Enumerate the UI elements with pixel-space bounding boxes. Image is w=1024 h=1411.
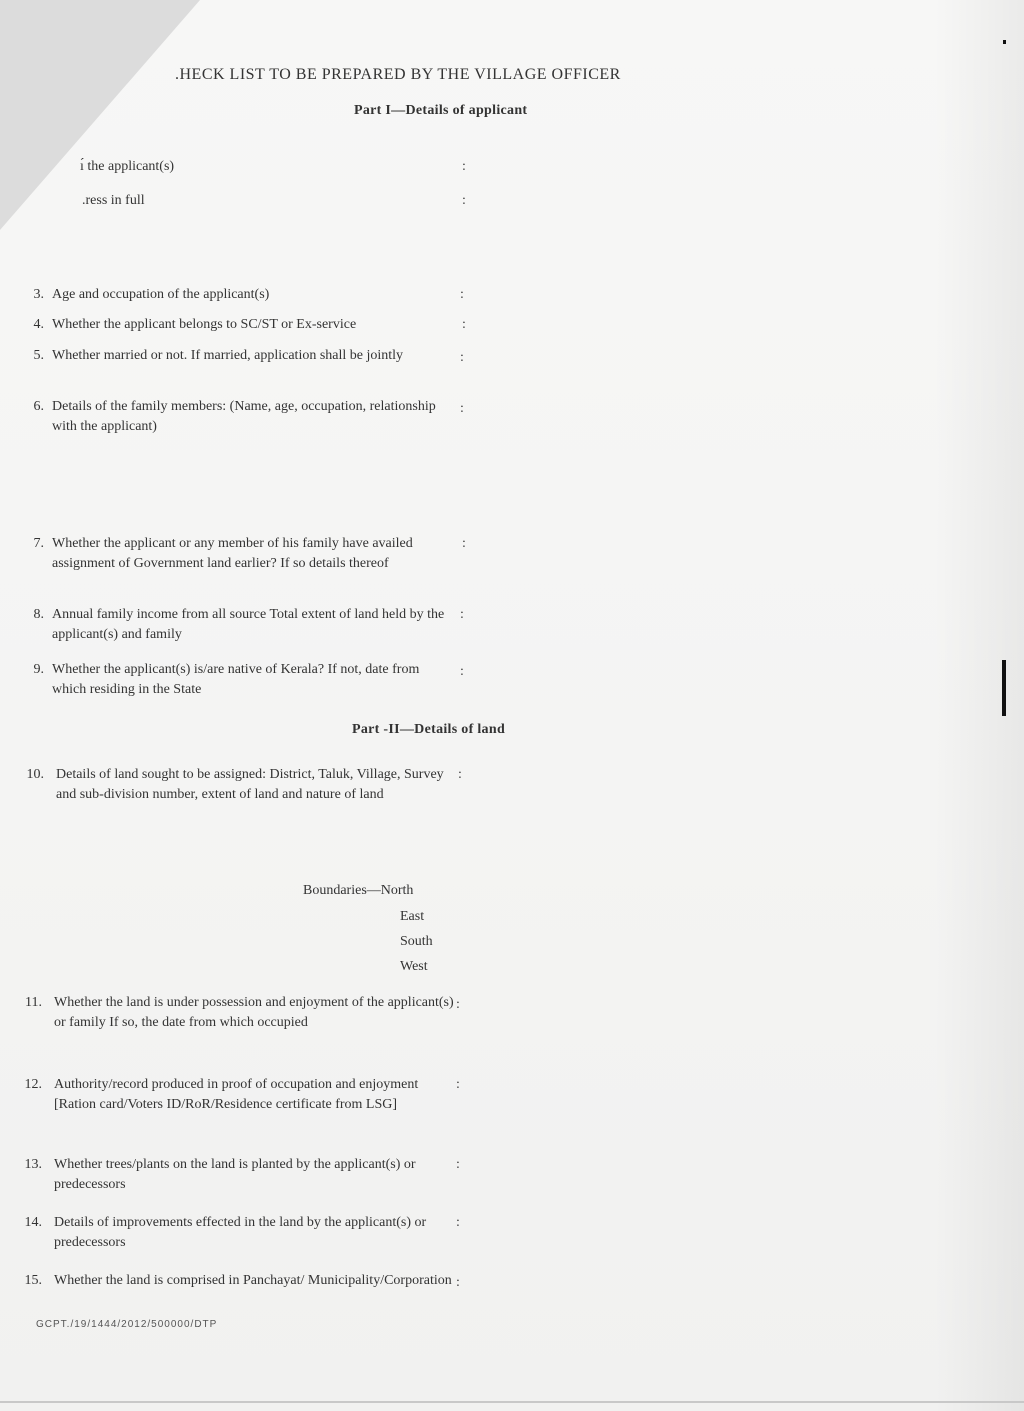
colon: :: [460, 401, 464, 416]
item-text: Details of the family members: (Name, age, occupation, relationship with the applicant): [52, 399, 436, 434]
boundary-west: West: [400, 959, 428, 974]
part1-heading: Part I—Details of applicant: [354, 103, 528, 118]
item-number: 8.: [33, 607, 44, 622]
item-text: Age and occupation of the applicant(s): [52, 287, 270, 302]
edge-mark: [1003, 40, 1006, 44]
item-number: 12.: [24, 1077, 42, 1092]
edge-mark: [1002, 660, 1006, 716]
item-text: Whether the land is comprised in Panchayat/ Municipality/Corporation: [54, 1273, 452, 1288]
item-number: 3.: [33, 287, 44, 302]
item-text: Details of improvements effected in the land by the applicant(s) or predecessors: [54, 1215, 427, 1250]
colon: :: [460, 287, 464, 302]
item-text: Authority/record produced in proof of occupation and enjoyment [Ration card/Voters ID/RoR/Residence certificate from LSG]: [54, 1077, 419, 1112]
colon: :: [456, 1275, 460, 1290]
item-number: 7.: [33, 536, 44, 551]
colon: :: [460, 664, 464, 679]
colon: :: [462, 159, 466, 174]
colon: :: [456, 1077, 460, 1092]
colon: :: [456, 1157, 460, 1172]
item-number: 13.: [24, 1157, 42, 1172]
colon: :: [460, 350, 464, 365]
colon: :: [456, 997, 460, 1012]
colon: :: [458, 767, 462, 782]
print-code: GCPT./19/1444/2012/500000/DTP: [36, 1319, 218, 1330]
colon: :: [460, 607, 464, 622]
item-text: Whether the applicant(s) is/are native of Kerala? If not, date from which residing in the State: [52, 662, 420, 697]
item-number: 9.: [33, 662, 44, 677]
item-text: Whether the applicant or any member of his family have availed assignment of Government land earlier? If so details thereof: [52, 536, 413, 571]
item-number: 11.: [25, 995, 42, 1010]
page-bottom-edge: [0, 1401, 1024, 1403]
page-edge-shadow: [934, 0, 1024, 1411]
item-text: Whether the land is under possession and enjoyment of the applicant(s) or family If so, the date from which occupied: [54, 995, 454, 1030]
part2-heading: Part -II—Details of land: [352, 722, 506, 737]
boundary-south: South: [400, 934, 433, 949]
item-number: 10.: [26, 767, 44, 782]
item-number: 6.: [33, 399, 44, 414]
item-number: 4.: [33, 317, 44, 332]
item-text: .ress in full: [82, 193, 145, 208]
colon: :: [462, 317, 466, 332]
item-text: Details of land sought to be assigned: District, Taluk, Village, Survey and sub-division number, extent of land and nature of land: [56, 767, 444, 802]
item-number: 5.: [33, 348, 44, 363]
item-text: Whether trees/plants on the land is planted by the applicant(s) or predecessors: [54, 1157, 416, 1192]
boundary-north: Boundaries—North: [303, 883, 414, 898]
colon: :: [456, 1215, 460, 1230]
item-text: ı́ the applicant(s): [80, 159, 175, 174]
colon: :: [462, 536, 466, 551]
item-text: Whether the applicant belongs to SC/ST or Ex-service: [52, 317, 357, 332]
page-title: .HECK LIST TO BE PREPARED BY THE VILLAGE OFFICER: [175, 66, 621, 83]
item-number: 15.: [24, 1273, 42, 1288]
colon: :: [462, 193, 466, 208]
item-text: Annual family income from all source Total extent of land held by the applicant(s) and family: [52, 607, 445, 642]
item-text: Whether married or not. If married, application shall be jointly: [52, 348, 404, 363]
boundary-east: East: [400, 909, 425, 924]
item-number: 14.: [24, 1215, 42, 1230]
